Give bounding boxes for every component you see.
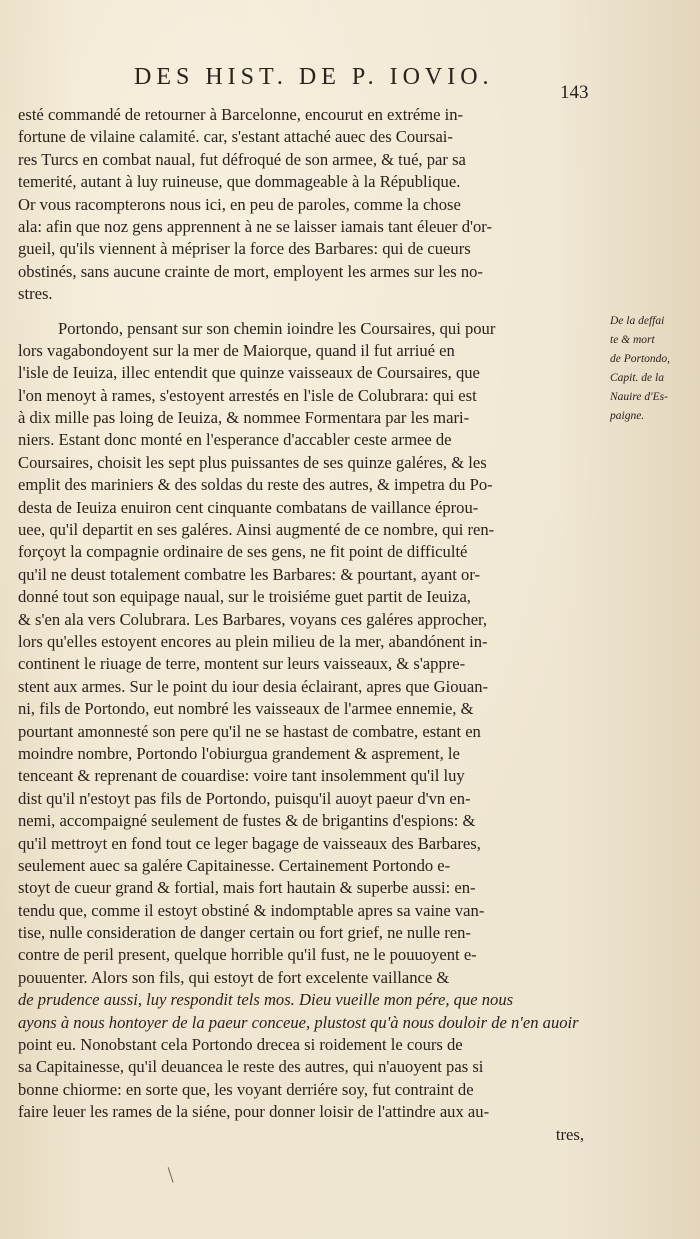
- text-line: fortune de vilaine calamité. car, s'estant attaché auec des Coursai-: [18, 127, 453, 147]
- paragraph-gap: [18, 306, 584, 318]
- text-line: nemi, accompaigné seulement de fustes & de brigantins d'espions: &: [18, 811, 476, 831]
- text-line: tendu que, comme il estoyt obstiné & indomptable apres sa vaine van-: [18, 900, 485, 920]
- text-line: forçoyt la compagnie ordinaire de ses gens, ne fit point de difficulté: [18, 542, 468, 562]
- text-line: Coursaires, choisit les sept plus puissantes de ses quinze galéres, & les: [18, 452, 487, 472]
- text-line: l'isle de Ieuiza, illec entendit que quinze vaisseaux de Coursaires, que: [18, 363, 480, 383]
- text-line: contre de peril present, quelque horrible qu'il fust, ne le pouuoyent e-: [18, 945, 477, 965]
- text-line: sa Capitainesse, qu'il deuancea le reste des autres, qui n'auoyent pas si: [18, 1057, 484, 1077]
- text-line: bonne chiorme: en sorte que, les voyant derriére soy, fut contraint de: [18, 1079, 474, 1099]
- catchword: tres,: [555, 1124, 584, 1144]
- margin-note-line: Capit. de la: [610, 372, 664, 384]
- text-line: dist qu'il n'estoyt pas fils de Portondo, puisqu'il auoyt paeur d'vn en-: [18, 788, 471, 808]
- text-line: temerité, autant à luy ruineuse, que dommageable à la République.: [18, 172, 461, 192]
- text-line: moindre nombre, Portondo l'obiurgua grandement & asprement, le: [18, 743, 460, 763]
- text-line: tenceant & reprenant de couardise: voire tant insolemment qu'il luy: [18, 766, 465, 786]
- page-header: [120, 62, 590, 103]
- text-line: seulement auec sa galére Capitainesse. Certainement Portondo e-: [18, 855, 451, 875]
- text-line: point eu. Nonobstant cela Portondo drecea si roidement le cours de: [18, 1035, 463, 1055]
- text-line: emplit des mariniers & des soldas du reste des autres, & impetra du Po-: [18, 475, 493, 495]
- text-line: niers. Estant donc monté en l'esperance d'accabler ceste armee de: [18, 430, 452, 450]
- margin-note-line: paigne.: [610, 410, 645, 422]
- text-line: & s'en ala vers Colubrara. Les Barbares, voyans ces galéres approcher,: [18, 609, 488, 629]
- text-line: gueil, qu'ils viennent à mépriser la force des Barbares: qui de cueurs: [18, 239, 471, 259]
- text-line: Or vous racompterons nous ici, en peu de paroles, comme la chose: [18, 194, 461, 214]
- stray-ink-mark: [168, 1165, 180, 1182]
- text-line: tise, nulle consideration de danger certain ou fort grief, ne nulle ren-: [18, 923, 471, 943]
- margin-note-line: te & mort: [610, 334, 655, 346]
- text-line: res Turcs en combat naual, fut défroqué de son armee, & tué, par sa: [18, 149, 466, 169]
- text-line: stoyt de cueur grand & fortial, mais fort hautain & superbe aussi: en-: [18, 878, 476, 898]
- text-line: continent le riuage de terre, montent sur leurs vaisseaux, & s'appre-: [18, 654, 466, 674]
- text-line: obstinés, sans aucune crainte de mort, employent les armes sur les no-: [18, 261, 483, 281]
- margin-note: [610, 312, 698, 426]
- text-line: lors qu'elles estoyent encores au plein milieu de la mer, abandónent in-: [18, 631, 488, 651]
- text-line: lors vagabondoyent sur la mer de Maiorque, quand il fut arriué en: [18, 340, 455, 360]
- text-line: qu'il mettroyt en fond tout ce leger bagage de vaisseaux des Barbares,: [18, 833, 481, 853]
- text-line: pouuenter. Alors son fils, qui estoyt de fort excelente vaillance &: [18, 967, 450, 987]
- text-line: esté commandé de retourner à Barcelonne, encourut en extréme in-: [18, 105, 464, 124]
- text-line: uee, qu'il departit en ses galéres. Ainsi augmenté de ce nombre, qui ren-: [18, 520, 495, 540]
- margin-note-line: De la deffai: [610, 315, 665, 327]
- text-line: à dix mille pas loing de Ieuiza, & nommee Formentara par les mari-: [18, 408, 470, 428]
- text-line: stres.: [18, 284, 53, 304]
- text-line: ni, fils de Portondo, eut nombré les vaisseaux de l'armee ennemie, &: [18, 699, 474, 719]
- text-line: pourtant amonnesté son pere qu'il ne se hastast de combatre, estant en: [18, 721, 481, 741]
- text-line: faire leuer les rames de la siéne, pour donner loisir de l'attindre aux au-: [18, 1102, 490, 1122]
- running-title: DES HIST. DE P. IOVIO.: [134, 64, 494, 90]
- text-line: donné tout son equipage naual, sur le troisiéme guet partit de Ieuiza,: [18, 587, 471, 607]
- page-number: 143: [560, 82, 589, 103]
- text-line: qu'il ne deust totalement combatre les Barbares: & pourtant, ayant or-: [18, 564, 481, 584]
- text-line: l'on menoyt à rames, s'estoyent arrestés en l'isle de Colubrara: qui est: [18, 385, 477, 405]
- italic-quote-line: ayons à nous hontoyer de la paeur conceue, plustost qu'à nous douloir de n'en auoir: [18, 1012, 579, 1032]
- margin-note-line: Nauire d'Es-: [610, 391, 668, 403]
- main-text: [18, 104, 584, 1146]
- margin-note-line: de Portondo,: [610, 353, 671, 365]
- paragraph-start-line: Portondo, pensant sur son chemin ioindre les Coursaires, qui pour: [58, 318, 496, 338]
- text-line: desta de Ieuiza enuiron cent cinquante combatans de vaillance éprou-: [18, 497, 479, 517]
- text-line: stent aux armes. Sur le point du iour desia éclairant, apres que Giouan-: [18, 676, 489, 696]
- text-line: ala: afin que noz gens apprennent à ne se laisser iamais tant éleuer d'or-: [18, 216, 492, 236]
- italic-quote-line: de prudence aussi, luy respondit tels mos. Dieu vueille mon pére, que nous: [18, 990, 514, 1010]
